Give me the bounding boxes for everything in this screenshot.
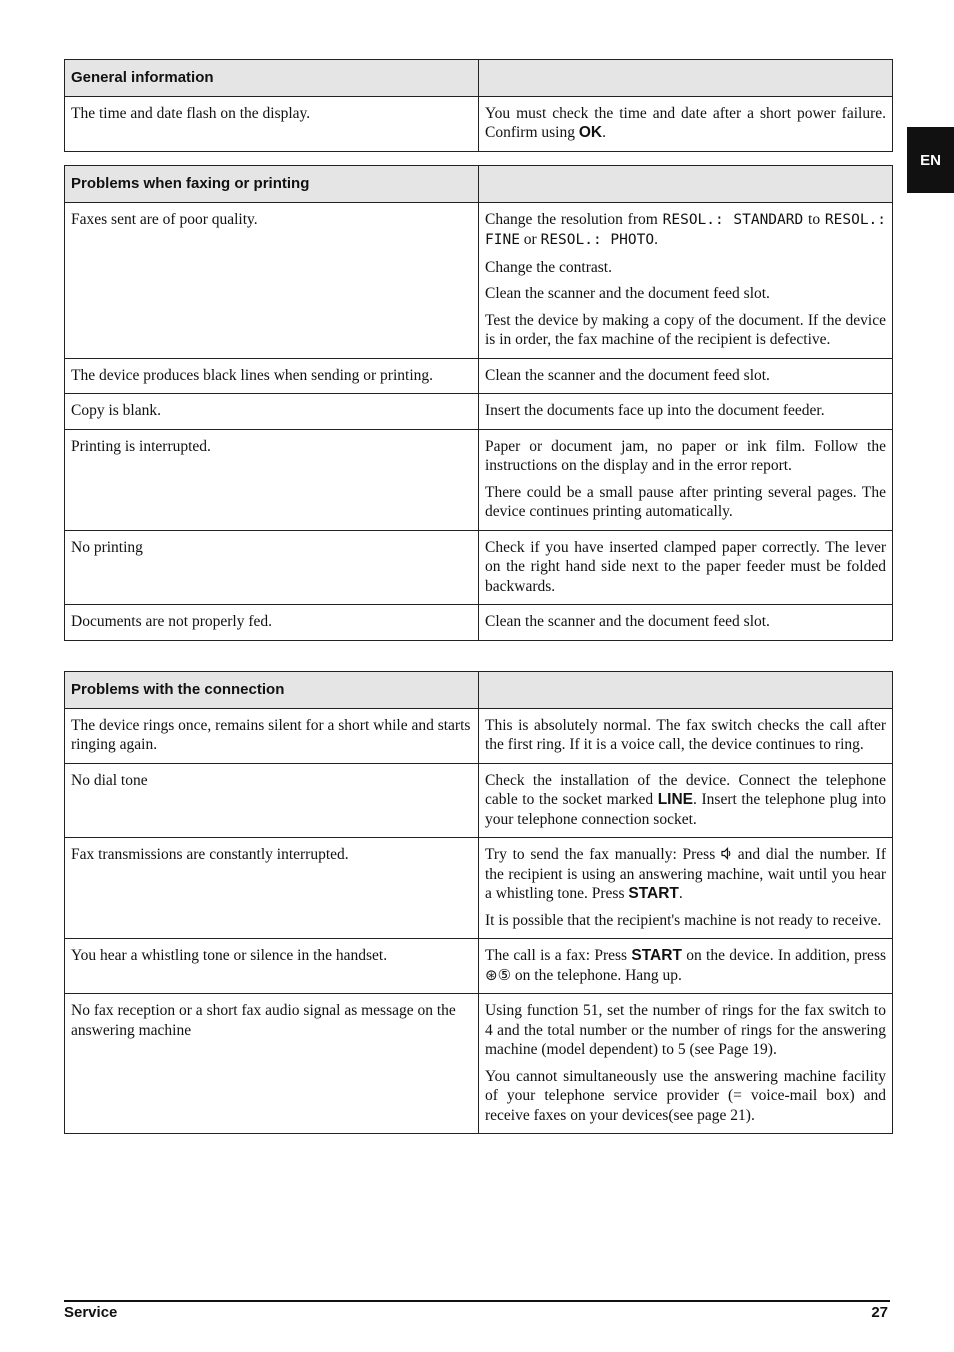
table-row [65,838,893,939]
problem-cell: No printing [65,530,479,605]
solution-cell: Check the installation of the device. Connect the telephone cable to the socket marked LINE. Insert the telephone plug into your telephone connection socket. [479,763,893,838]
display-text: RESOL.: STANDARD [662,211,804,228]
solution-cell: Using function 51, set the number of rings for the fax switch to 4 and the total number or the number of rings for the answering machine (model dependent) to 5 (see Page 19). You cannot simultaneously use the answering machine facility of your telephone service provider (= voice-mail box) and receive faxes on your devices(see page 21). [479,994,893,1134]
section-header-empty [479,166,893,203]
solution-cell: Check if you have inserted clamped paper correctly. The lever on the right hand side next to the paper feeder must be folded backwards. [479,530,893,605]
line-key: LINE [657,791,694,808]
general-information-table [64,59,893,152]
speaker-icon [721,846,732,863]
solution-cell: Change the resolution from RESOL.: STANDARD to RESOL.: FINE or RESOL.: PHOTO. Change the contrast. Clean the scanner and the document feed slot. Test the device by making a copy of the document. If the device is in order, the fax machine of the recipient is defective. [479,202,893,358]
section-header: Problems with the connection [65,672,479,709]
section-header: Problems when faxing or printing [65,166,479,203]
problem-cell: Printing is interrupted. [65,429,479,530]
problem-cell: The device produces black lines when sending or printing. [65,358,479,394]
footer-section-name: Service [64,1304,118,1321]
section-header: General information [65,60,479,97]
footer-divider [64,1300,890,1302]
table-row [65,708,893,763]
problem-cell: No dial tone [65,763,479,838]
problem-cell: No fax reception or a short fax audio signal as message on the answering machine [65,994,479,1134]
solution-cell: Insert the documents face up into the document feeder. [479,394,893,430]
solution-cell: Clean the scanner and the document feed slot. [479,358,893,394]
problem-cell: Fax transmissions are constantly interrupted. [65,838,479,939]
start-key: START [628,885,679,902]
problem-cell: Documents are not properly fed. [65,605,479,641]
section-header-empty [479,672,893,709]
solution-cell: This is absolutely normal. The fax switch checks the call after the first ring. If it is a voice call, the device continues to ring. [479,708,893,763]
solution-cell: Clean the scanner and the document feed slot. [479,605,893,641]
table-row [65,939,893,994]
table-row [65,96,893,151]
problem-cell: The device rings once, remains silent for a short while and starts ringing again. [65,708,479,763]
faxing-printing-table [64,165,893,641]
solution-cell: You must check the time and date after a short power failure. Confirm using OK. [479,96,893,151]
table-row [65,605,893,641]
table-row [65,763,893,838]
problem-cell: You hear a whistling tone or silence in the handset. [65,939,479,994]
table-row [65,994,893,1134]
table-row [65,530,893,605]
start-key: START [631,947,682,964]
star-five-keys-icon: ⊛⑤ [485,965,512,984]
table-row [65,394,893,430]
section-header-empty [479,60,893,97]
display-text: RESOL.: PHOTO [540,232,655,248]
ok-key: OK [578,124,603,141]
problem-cell: The time and date flash on the display. [65,96,479,151]
table-row [65,358,893,394]
page-number: 27 [871,1304,888,1321]
table-row [65,429,893,530]
connection-table [64,671,893,1134]
language-tab: EN [907,127,954,193]
solution-cell: Try to send the fax manually: Press and dial the number. If the recipient is using an answering machine, wait until you hear a whistling tone. Press START. It is possible that the recipient's machine is not ready to receive. [479,838,893,939]
table-row [65,202,893,358]
problem-cell: Copy is blank. [65,394,479,430]
problem-cell: Faxes sent are of poor quality. [65,202,479,358]
solution-cell: The call is a fax: Press START on the device. In addition, press ⊛⑤ on the telephone. Hang up. [479,939,893,994]
display-text: RESOL.: FINE [485,211,887,248]
solution-cell: Paper or document jam, no paper or ink film. Follow the instructions on the display and in the error report. There could be a small pause after printing several pages. The device continues printing automatically. [479,429,893,530]
